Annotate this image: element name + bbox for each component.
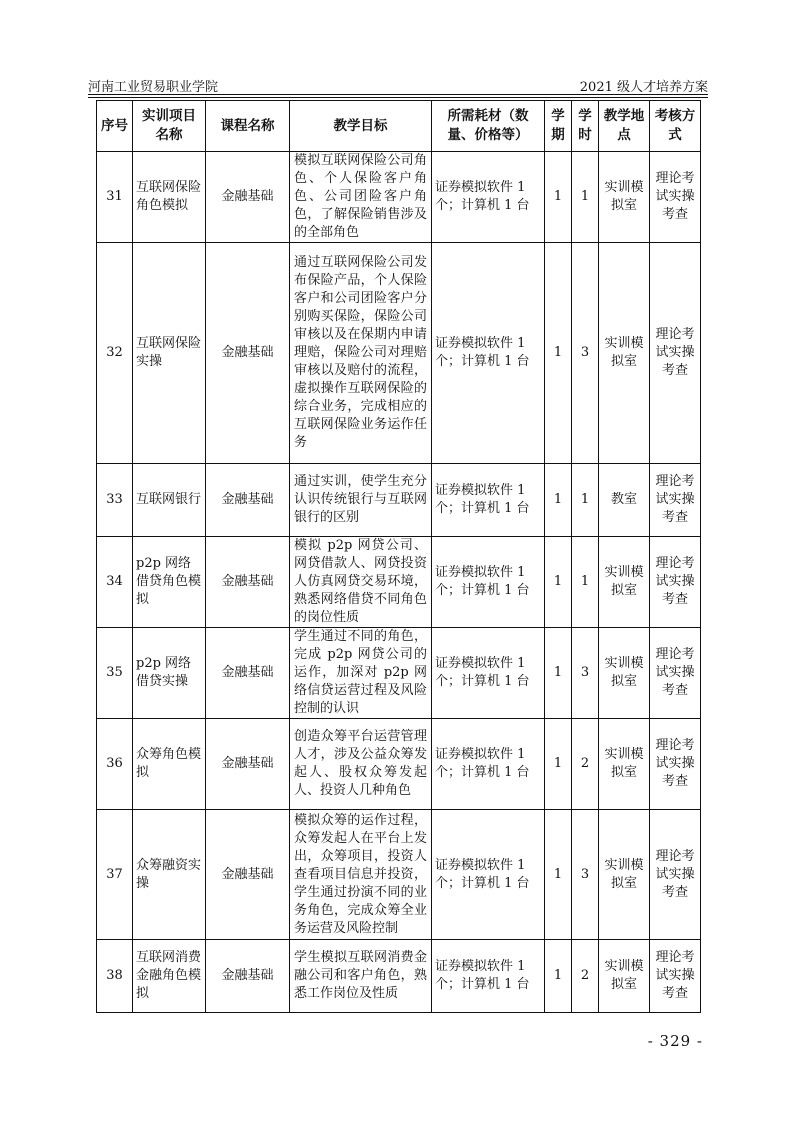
- cell-semester: 1: [545, 152, 572, 243]
- cell-assessment: 理论考试实操考查: [650, 810, 701, 940]
- cell-location: 实训模拟室: [599, 537, 650, 628]
- cell-project: p2p 网络借贷实操: [133, 628, 206, 719]
- cell-project: 众筹角色模拟: [133, 719, 206, 810]
- cell-hours: 1: [572, 464, 599, 537]
- table-row: [97, 243, 701, 464]
- table-row: [97, 537, 701, 628]
- cell-hours: 1: [572, 537, 599, 628]
- cell-course: 金融基础: [206, 940, 290, 1013]
- cell-objective: 通过互联网保险公司发布保险产品，个人保险客户和公司团险客户分别购买保险，保险公司审核以及在保期内申请理赔，保险公司对理赔审核以及赔付的流程，虚拟操作互联网保险的综合业务，完成相应的互联网保险业务运作任务: [290, 243, 432, 464]
- col-header-objective: 教学目标: [290, 101, 432, 152]
- cell-location: 实训模拟室: [599, 810, 650, 940]
- school-name: 河南工业贸易职业学院: [88, 80, 219, 95]
- cell-project: 互联网银行: [133, 464, 206, 537]
- cell-project: 众筹融资实操: [133, 810, 206, 940]
- col-header-hours: 学时: [572, 101, 599, 152]
- cell-hours: 3: [572, 243, 599, 464]
- cell-hours: 1: [572, 152, 599, 243]
- cell-assessment: 理论考试实操考查: [650, 628, 701, 719]
- header-rule-thin: [88, 97, 708, 98]
- cell-assessment: 理论考试实操考查: [650, 152, 701, 243]
- cell-course: 金融基础: [206, 628, 290, 719]
- cell-materials: 证券模拟软件 1个；计算机 1 台: [432, 810, 545, 940]
- cell-materials: 证券模拟软件 1个；计算机 1 台: [432, 464, 545, 537]
- col-header-materials: 所需耗材（数量、价格等）: [432, 101, 545, 152]
- table-header-row: [97, 101, 701, 152]
- cell-objective: 模拟 p2p 网贷公司、网贷借款人、网贷投资人仿真网贷交易环境，熟悉网络借贷不同角色的岗位性质: [290, 537, 432, 628]
- cell-location: 实训模拟室: [599, 243, 650, 464]
- cell-location: 实训模拟室: [599, 940, 650, 1013]
- cell-materials: 证券模拟软件 1个；计算机 1 台: [432, 628, 545, 719]
- table-row: [97, 152, 701, 243]
- cell-assessment: 理论考试实操考查: [650, 940, 701, 1013]
- document-title: 2021 级人才培养方案: [579, 80, 708, 95]
- cell-objective: 模拟互联网保险公司角色、个人保险客户角色、公司团险客户角色，了解保险销售涉及的全部角色: [290, 152, 432, 243]
- cell-semester: 1: [545, 243, 572, 464]
- cell-hours: 2: [572, 940, 599, 1013]
- cell-materials: 证券模拟软件 1个；计算机 1 台: [432, 940, 545, 1013]
- col-header-assessment: 考核方式: [650, 101, 701, 152]
- cell-no: 35: [97, 628, 133, 719]
- cell-semester: 1: [545, 810, 572, 940]
- col-header-course: 课程名称: [206, 101, 290, 152]
- table-row: [97, 940, 701, 1013]
- cell-no: 32: [97, 243, 133, 464]
- cell-objective: 学生通过不同的角色，完成 p2p 网贷公司的运作，加深对 p2p 网络信贷运营过程及风险控制的认识: [290, 628, 432, 719]
- cell-semester: 1: [545, 940, 572, 1013]
- cell-no: 37: [97, 810, 133, 940]
- cell-no: 31: [97, 152, 133, 243]
- cell-objective: 学生模拟互联网消费金融公司和客户角色，熟悉工作岗位及性质: [290, 940, 432, 1013]
- cell-assessment: 理论考试实操考查: [650, 243, 701, 464]
- cell-objective: 通过实训，使学生充分认识传统银行与互联网银行的区别: [290, 464, 432, 537]
- cell-project: 互联网消费金融角色模拟: [133, 940, 206, 1013]
- cell-assessment: 理论考试实操考查: [650, 537, 701, 628]
- table-row: [97, 719, 701, 810]
- cell-location: 实训模拟室: [599, 719, 650, 810]
- training-projects-table: [96, 100, 701, 1013]
- col-header-location: 教学地点: [599, 101, 650, 152]
- cell-semester: 1: [545, 537, 572, 628]
- cell-hours: 3: [572, 810, 599, 940]
- cell-semester: 1: [545, 628, 572, 719]
- cell-materials: 证券模拟软件 1个；计算机 1 台: [432, 537, 545, 628]
- col-header-no: 序号: [97, 101, 133, 152]
- header-rule: [88, 94, 708, 95]
- cell-assessment: 理论考试实操考查: [650, 719, 701, 810]
- col-header-semester: 学期: [545, 101, 572, 152]
- page-number: - 329 -: [647, 1032, 703, 1050]
- col-header-project: 实训项目名称: [133, 101, 206, 152]
- cell-semester: 1: [545, 719, 572, 810]
- cell-project: p2p 网络借贷角色模拟: [133, 537, 206, 628]
- cell-no: 34: [97, 537, 133, 628]
- cell-objective: 模拟众筹的运作过程，众筹发起人在平台上发出，众筹项目，投资人查看项目信息并投资，学生通过扮演不同的业务角色，完成众筹全业务运营及风险控制: [290, 810, 432, 940]
- cell-course: 金融基础: [206, 243, 290, 464]
- table-row: [97, 628, 701, 719]
- cell-no: 33: [97, 464, 133, 537]
- cell-project: 互联网保险实操: [133, 243, 206, 464]
- cell-location: 实训模拟室: [599, 628, 650, 719]
- cell-hours: 2: [572, 719, 599, 810]
- page-header: [88, 74, 708, 96]
- cell-project: 互联网保险角色模拟: [133, 152, 206, 243]
- cell-semester: 1: [545, 464, 572, 537]
- cell-course: 金融基础: [206, 719, 290, 810]
- cell-no: 38: [97, 940, 133, 1013]
- cell-location: 教室: [599, 464, 650, 537]
- table-row: [97, 464, 701, 537]
- cell-no: 36: [97, 719, 133, 810]
- cell-materials: 证券模拟软件 1个；计算机 1 台: [432, 243, 545, 464]
- cell-materials: 证券模拟软件 1个；计算机 1 台: [432, 152, 545, 243]
- cell-hours: 3: [572, 628, 599, 719]
- cell-course: 金融基础: [206, 537, 290, 628]
- cell-location: 实训模拟室: [599, 152, 650, 243]
- cell-materials: 证券模拟软件 1个；计算机 1 台: [432, 719, 545, 810]
- cell-objective: 创造众筹平台运营管理人才，涉及公益众筹发起人、股权众筹发起人、投资人几种角色: [290, 719, 432, 810]
- cell-course: 金融基础: [206, 152, 290, 243]
- cell-assessment: 理论考试实操考查: [650, 464, 701, 537]
- cell-course: 金融基础: [206, 464, 290, 537]
- cell-course: 金融基础: [206, 810, 290, 940]
- table-row: [97, 810, 701, 940]
